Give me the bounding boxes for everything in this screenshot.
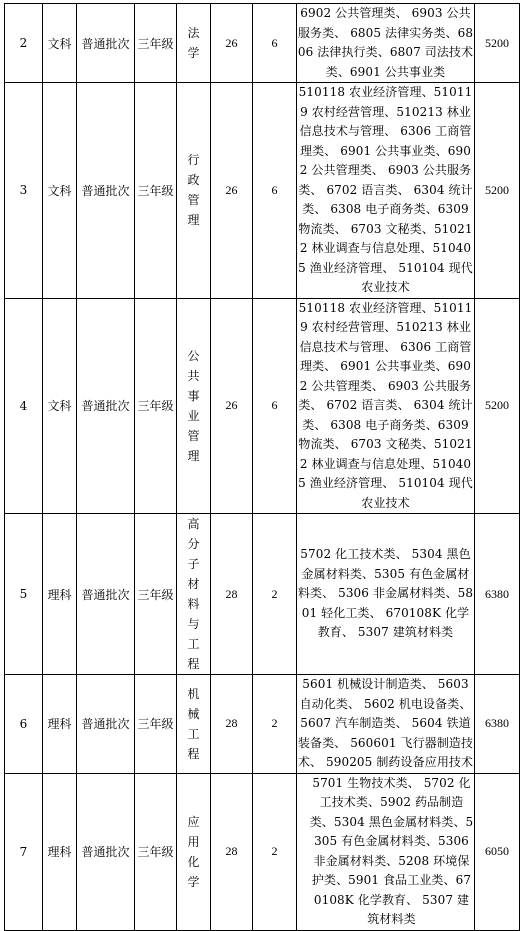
score-value: 26	[211, 83, 253, 299]
grade-level: 三年级	[135, 514, 177, 675]
plan-count: 6	[253, 298, 297, 514]
major-name-text: 应用化学	[187, 814, 200, 889]
admission-batch: 普通批次	[77, 83, 135, 299]
major-name-text: 机械工程	[187, 686, 200, 761]
score-value: 28	[211, 514, 253, 675]
major-name-text: 法学	[187, 26, 200, 60]
plan-count: 2	[253, 773, 297, 930]
major-name	[177, 83, 211, 299]
major-name-text: 公共事业管理	[187, 348, 200, 463]
subject-category: 理科	[43, 773, 77, 930]
subject-category: 理科	[43, 675, 77, 774]
score-value: 26	[211, 298, 253, 514]
tuition-fee: 6380	[475, 514, 520, 675]
grade-level: 三年级	[135, 4, 177, 83]
tuition-fee: 6380	[475, 675, 520, 774]
tuition-fee: 5200	[475, 4, 520, 83]
table-row	[5, 298, 520, 514]
admission-batch: 普通批次	[77, 4, 135, 83]
subject-category: 文科	[43, 83, 77, 299]
admissions-table	[4, 3, 520, 931]
row-index: 6	[5, 675, 43, 774]
table-row	[5, 675, 520, 774]
tuition-fee: 6050	[475, 773, 520, 930]
table-row	[5, 514, 520, 675]
plan-count: 2	[253, 675, 297, 774]
plan-count: 2	[253, 514, 297, 675]
eligible-majors: 510118 农业经济管理、510119 农村经营管理、510213 林业信息技术与管理、 6306 工商管理类、 6901 公共事业类、6902 公共管理类、 6903 公共服务类、 6702 语言类、 6304 统计类、 6308 电子商务类、6309 物流类、 6703 文秘类、510212 林业调查与信息处理、510405 渔业经济管理、 510104 现代农业技术	[297, 298, 475, 514]
grade-level: 三年级	[135, 773, 177, 930]
eligible-majors: 6902 公共管理类、 6903 公共服务类、 6805 法律实务类、6806 法律执行类、6807 司法技术类、6901 公共事业类	[297, 4, 475, 83]
major-name	[177, 675, 211, 774]
score-value: 28	[211, 675, 253, 774]
plan-count: 6	[253, 4, 297, 83]
row-index: 2	[5, 4, 43, 83]
tuition-fee: 5200	[475, 83, 520, 299]
major-name-text: 行政管理	[187, 153, 200, 228]
eligible-majors: 510118 农业经济管理、510119 农村经营管理、510213 林业信息技术与管理、 6306 工商管理类、 6901 公共事业类、6902 公共管理类、 6903 公共服务类、 6702 语言类、 6304 统计类、 6308 电子商务类、6309 物流类、 6703 文秘类、510212 林业调查与信息处理、510405 渔业经济管理、 510104 现代农业技术	[297, 83, 475, 299]
admission-batch: 普通批次	[77, 675, 135, 774]
tuition-fee: 5200	[475, 298, 520, 514]
subject-category: 文科	[43, 298, 77, 514]
table-row	[5, 773, 520, 930]
grade-level: 三年级	[135, 675, 177, 774]
eligible-majors: 5601 机械设计制造类、 5603 自动化类、 5602 机电设备类、5607 汽车制造类、 5604 铁道装备类、 560601 飞行器制造技术、 590205 制药设备应用技术	[297, 675, 475, 774]
major-name	[177, 4, 211, 83]
major-name-text: 高分子材料与工程	[187, 517, 200, 671]
major-name	[177, 298, 211, 514]
row-index: 3	[5, 83, 43, 299]
eligible-majors: 5702 化工技术类、 5304 黑色金属材料类、5305 有色金属材料类、 5306 非金属材料类、5801 轻化工类、 670108K 化学教育、 5307 建筑材料类	[297, 514, 475, 675]
major-name	[177, 514, 211, 675]
score-value: 28	[211, 773, 253, 930]
score-value: 26	[211, 4, 253, 83]
grade-level: 三年级	[135, 298, 177, 514]
table-row	[5, 4, 520, 83]
admission-batch: 普通批次	[77, 298, 135, 514]
row-index: 7	[5, 773, 43, 930]
eligible-majors: 5701 生物技术类、 5702 化工技术类、5902 药品制造类、5304 黑色金属材料类、5305 有色金属材料类、5306 非金属材料类、5208 环境保护类、5901 食品工业类、670108K 化学教育、 5307 建筑材料类	[297, 773, 475, 930]
subject-category: 文科	[43, 4, 77, 83]
row-index: 5	[5, 514, 43, 675]
admission-batch: 普通批次	[77, 773, 135, 930]
subject-category: 理科	[43, 514, 77, 675]
major-name	[177, 773, 211, 930]
grade-level: 三年级	[135, 83, 177, 299]
row-index: 4	[5, 298, 43, 514]
admission-batch: 普通批次	[77, 514, 135, 675]
plan-count: 6	[253, 83, 297, 299]
table-row	[5, 83, 520, 299]
